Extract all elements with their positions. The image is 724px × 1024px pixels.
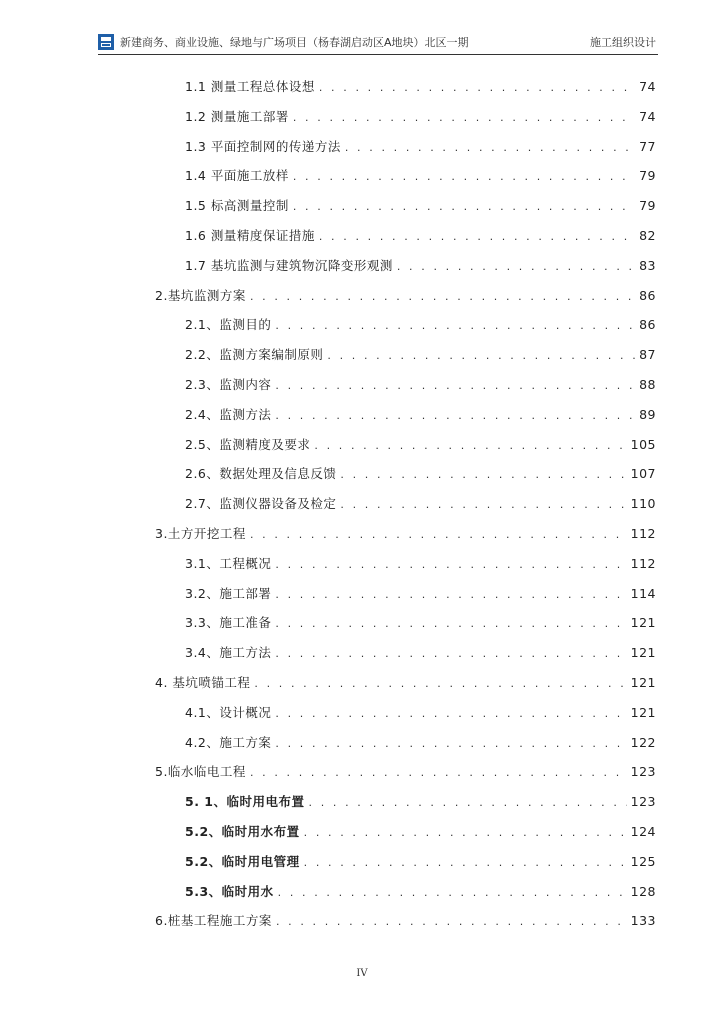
toc-dot-leader [345, 141, 635, 154]
header-document-type: 施工组织设计 [590, 36, 656, 49]
toc-entry-title: 3.土方开挖工程 [155, 526, 246, 541]
toc-entry-title: 2.4、监测方法 [185, 406, 272, 422]
toc-dot-leader [275, 617, 626, 630]
toc-entry-title: 4.1、设计概况 [185, 704, 272, 720]
toc-subsection-entry[interactable] [185, 166, 656, 186]
toc-subsection-entry[interactable] [185, 464, 656, 484]
toc-entry-title: 2.3、监测内容 [185, 377, 272, 392]
toc-entry-title: 2.2、监测方案编制原则 [185, 347, 324, 363]
toc-dot-leader [275, 588, 626, 601]
toc-entry-page-number: 77 [639, 138, 656, 154]
toc-subsection-entry[interactable] [185, 494, 656, 514]
toc-entry-page-number: 86 [639, 287, 656, 303]
toc-entry-page-number: 121 [630, 675, 656, 690]
toc-entry-title: 3.2、施工部署 [185, 585, 272, 601]
toc-entry-page-number: 121 [630, 615, 656, 631]
toc-entry-page-number: 123 [630, 794, 656, 810]
toc-entry-page-number: 121 [630, 704, 656, 720]
toc-dot-leader [276, 915, 627, 928]
toc-entry-title: 2.6、数据处理及信息反馈 [185, 466, 337, 482]
toc-dot-leader [275, 707, 626, 720]
toc-subsection-entry[interactable] [185, 256, 656, 276]
toc-entry-page-number: 86 [639, 317, 656, 333]
toc-dot-leader [319, 81, 635, 94]
toc-entry-title: 1.5 标高测量控制 [185, 198, 289, 214]
toc-entry-title: 1.4 平面施工放样 [185, 168, 289, 184]
toc-dot-leader [293, 200, 635, 213]
toc-subsection-entry[interactable] [185, 77, 656, 97]
toc-entry-page-number: 79 [639, 198, 656, 214]
toc-dot-leader [278, 886, 627, 899]
toc-subsection-entry[interactable] [185, 792, 656, 812]
toc-subsection-entry[interactable] [185, 882, 656, 902]
toc-entry-page-number: 83 [639, 257, 656, 273]
toc-dot-leader [293, 170, 635, 183]
toc-dot-leader [275, 558, 626, 571]
toc-entry-title: 5.临水临电工程 [155, 764, 246, 780]
toc-entry-page-number: 122 [630, 734, 656, 750]
toc-entry-page-number: 125 [630, 853, 656, 869]
toc-section-entry[interactable] [155, 673, 656, 693]
toc-entry-title: 5. 1、临时用电布置 [185, 794, 305, 810]
toc-subsection-entry[interactable] [185, 196, 656, 216]
toc-subsection-entry[interactable] [185, 584, 656, 604]
toc-dot-leader [327, 349, 635, 362]
toc-entry-page-number: 133 [630, 913, 656, 929]
toc-subsection-entry[interactable] [185, 137, 656, 157]
toc-subsection-entry[interactable] [185, 703, 656, 723]
toc-dot-leader [275, 379, 635, 392]
toc-entry-title: 3.1、工程概况 [185, 555, 272, 571]
toc-dot-leader [275, 737, 626, 750]
toc-entry-page-number: 79 [639, 168, 656, 184]
toc-subsection-entry[interactable] [185, 345, 656, 365]
toc-dot-leader [309, 796, 627, 809]
toc-entry-page-number: 114 [630, 585, 656, 601]
toc-dot-leader [293, 111, 635, 124]
toc-dot-leader [254, 677, 626, 690]
toc-entry-page-number: 105 [630, 436, 656, 452]
toc-entry-page-number: 112 [630, 555, 656, 571]
toc-subsection-entry[interactable] [185, 643, 656, 663]
toc-entry-title: 5.2、临时用电管理 [185, 853, 300, 869]
toc-entry-page-number: 74 [639, 108, 656, 124]
toc-entry-title: 2.基坑监测方案 [155, 287, 246, 303]
toc-entry-title: 2.5、监测精度及要求 [185, 436, 311, 452]
toc-entry-page-number: 87 [639, 347, 656, 363]
toc-entry-page-number: 112 [630, 526, 656, 541]
toc-entry-title: 3.4、施工方法 [185, 645, 272, 661]
toc-dot-leader [397, 260, 635, 273]
toc-entry-title: 2.1、监测目的 [185, 317, 272, 333]
toc-subsection-entry[interactable] [185, 107, 656, 127]
toc-subsection-entry[interactable] [185, 822, 656, 842]
toc-entry-page-number: 110 [630, 496, 656, 512]
toc-entry-title: 5.3、临时用水 [185, 883, 274, 899]
toc-subsection-entry[interactable] [185, 733, 656, 753]
toc-dot-leader [304, 826, 627, 839]
toc-dot-leader [314, 439, 626, 452]
toc-section-entry[interactable] [155, 286, 656, 306]
toc-entry-page-number: 121 [630, 645, 656, 661]
toc-entry-title: 4.2、施工方案 [185, 734, 272, 750]
toc-section-entry[interactable] [155, 762, 656, 782]
toc-entry-title: 5.2、临时用水布置 [185, 824, 300, 839]
toc-dot-leader [275, 319, 635, 332]
toc-section-entry[interactable] [155, 524, 656, 544]
toc-subsection-entry[interactable] [185, 613, 656, 633]
page-number: IV [356, 968, 368, 979]
toc-dot-leader [275, 647, 626, 660]
toc-subsection-entry[interactable] [185, 554, 656, 574]
toc-entry-page-number: 74 [639, 79, 656, 94]
toc-dot-leader [340, 498, 626, 511]
toc-entry-page-number: 107 [630, 466, 656, 482]
toc-entry-title: 1.6 测量精度保证措施 [185, 228, 315, 243]
toc-entry-title: 3.3、施工准备 [185, 615, 272, 631]
toc-entry-title: 1.3 平面控制网的传递方法 [185, 138, 341, 154]
toc-dot-leader [319, 230, 635, 243]
toc-entry-page-number: 128 [630, 883, 656, 899]
toc-entry-page-number: 88 [639, 377, 656, 392]
toc-subsection-entry[interactable] [185, 435, 656, 455]
toc-dot-leader [250, 528, 627, 541]
toc-dot-leader [304, 856, 627, 869]
toc-dot-leader [250, 290, 635, 303]
toc-entry-title: 4. 基坑喷锚工程 [155, 675, 251, 690]
toc-subsection-entry[interactable] [185, 226, 656, 246]
header-title: 新建商务、商业设施、绿地与广场项目（杨春湖启动区A地块）北区一期 [120, 36, 469, 49]
toc-subsection-entry[interactable] [185, 852, 656, 872]
toc-entry-title: 1.1 测量工程总体设想 [185, 79, 315, 94]
toc-section-entry[interactable] [155, 911, 656, 931]
toc-subsection-entry[interactable] [185, 315, 656, 335]
toc-entry-page-number: 124 [630, 824, 656, 839]
toc-subsection-entry[interactable] [185, 375, 656, 395]
toc-entry-page-number: 82 [639, 228, 656, 243]
toc-entry-title: 1.2 测量施工部署 [185, 108, 289, 124]
toc-entry-title: 2.7、监测仪器设备及检定 [185, 496, 337, 512]
toc-entry-page-number: 123 [630, 764, 656, 780]
toc-dot-leader [250, 766, 627, 779]
toc-dot-leader [340, 468, 626, 481]
toc-entry-title: 1.7 基坑监测与建筑物沉降变形观测 [185, 257, 393, 273]
toc-entry-title: 6.桩基工程施工方案 [155, 913, 272, 929]
toc-entry-page-number: 89 [639, 406, 656, 422]
toc-subsection-entry[interactable] [185, 405, 656, 425]
toc-dot-leader [275, 409, 635, 422]
